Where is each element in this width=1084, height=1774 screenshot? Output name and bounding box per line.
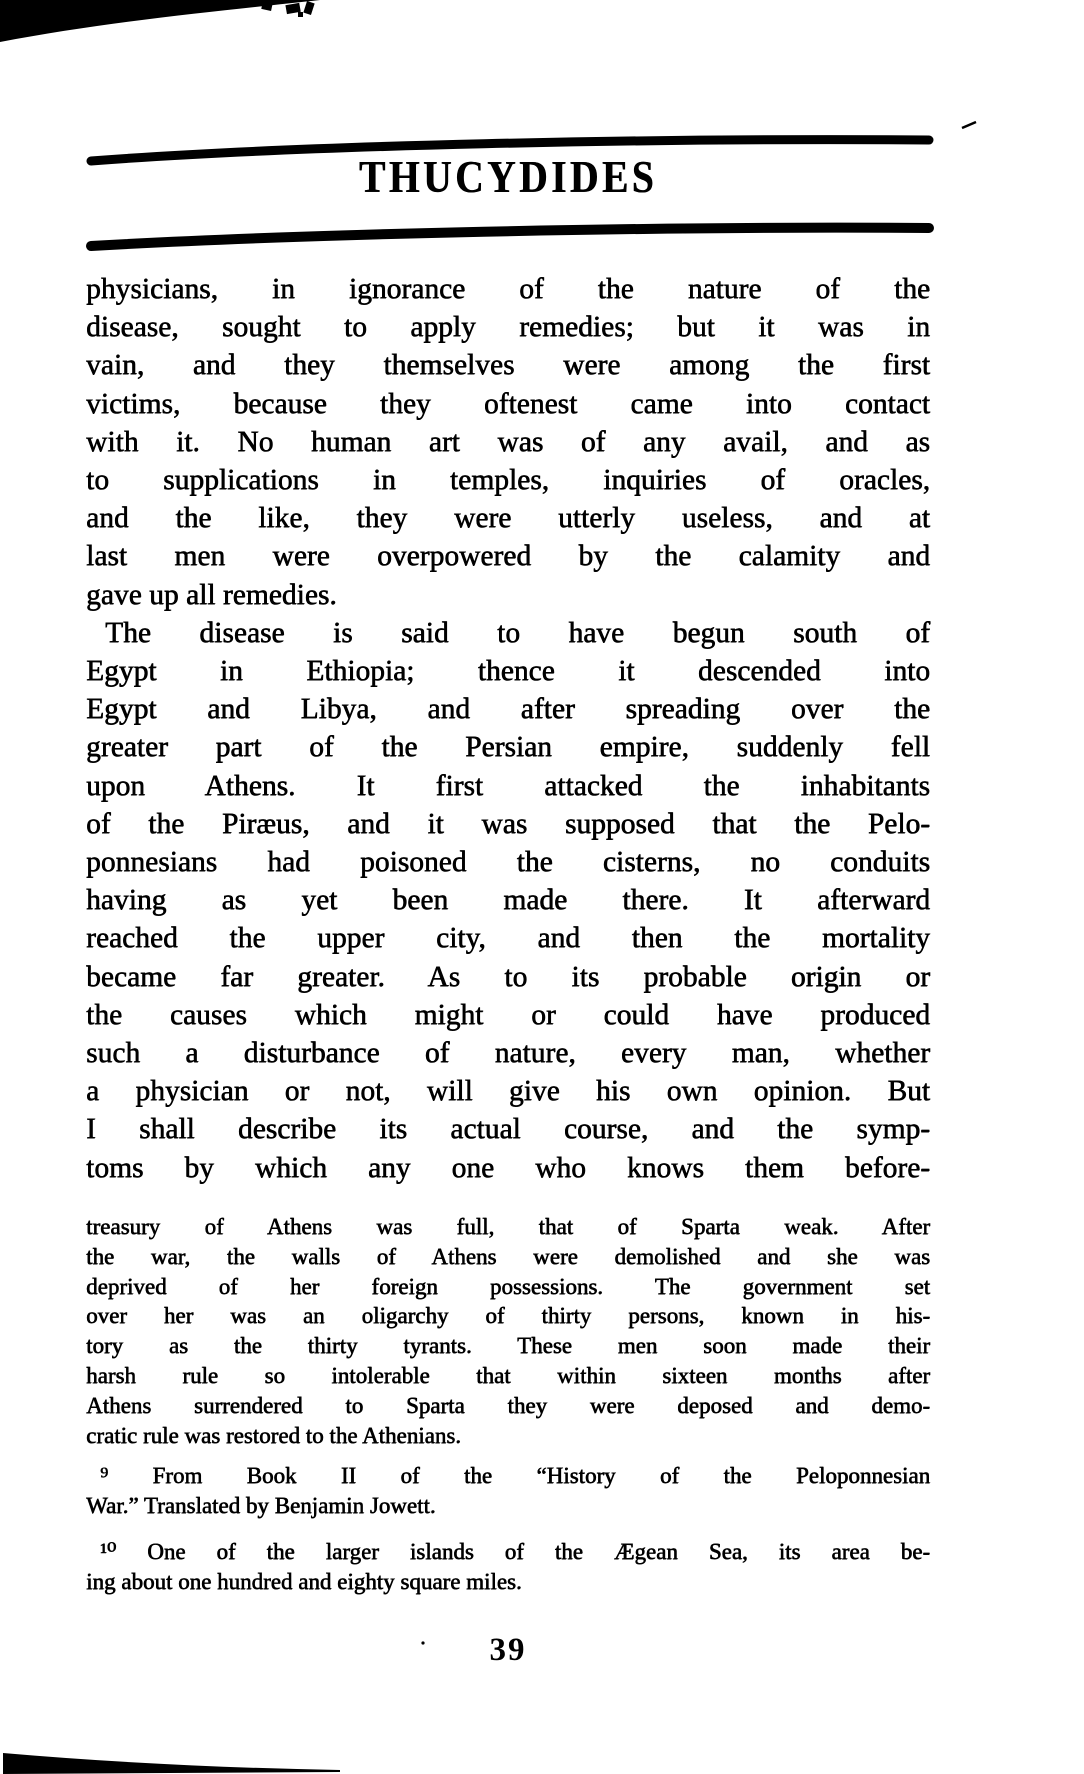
- body-text: [86, 270, 930, 1187]
- footnote-line: deprived of her foreign possessions. The government set: [86, 1273, 930, 1299]
- text-line: disease, sought to apply remedies; but it was in: [86, 311, 930, 344]
- text-line: toms by which any one who knows them before-: [86, 1151, 930, 1184]
- footnote-line: Athens surrendered to Sparta they were deposed and demo-: [86, 1392, 930, 1418]
- footnote-line: treasury of Athens was full, that of Sparta weak. After: [86, 1214, 930, 1239]
- page-number: 39: [489, 1632, 527, 1668]
- header-rule-bottom: [91, 228, 929, 246]
- footnote-line: ⁹ From Book II of the “History of the Peloponnesian: [100, 1463, 930, 1489]
- text-line: became far greater. As to its probable origin or: [86, 960, 930, 993]
- footnote-line: over her was an oligarchy of thirty persons, known in his-: [86, 1303, 930, 1329]
- footnote-line: War.” Translated by Benjamin Jowett.: [86, 1493, 436, 1519]
- footnote-line: tory as the thirty tyrants. These men soon made their: [86, 1333, 930, 1359]
- text-line: the causes which might or could have produced: [86, 998, 930, 1031]
- text-line: upon Athens. It first attacked the inhabitants: [86, 769, 930, 802]
- text-line: and the like, they were utterly useless, and at: [86, 502, 930, 535]
- text-line: reached the upper city, and then the mortality: [86, 922, 930, 955]
- footnote-line: the war, the walls of Athens were demolished and she was: [86, 1243, 930, 1269]
- text-line: a physician or not, will give his own opinion. But: [86, 1075, 930, 1108]
- text-line: physicians, in ignorance of the nature of the: [86, 273, 930, 305]
- text-line: having as yet been made there. It afterward: [86, 884, 930, 917]
- text-line: The disease is said to have begun south of: [105, 616, 930, 649]
- scan-smudge-bottom-left: [3, 1753, 340, 1774]
- paragraph-1: [86, 270, 930, 614]
- footnote-line: harsh rule so intolerable that within sixteen months after: [86, 1362, 930, 1388]
- footnote-line: cratic rule was restored to the Athenians.: [86, 1422, 461, 1448]
- text-line: with it. No human art was of any avail, and as: [86, 425, 930, 458]
- scan-speck: [298, 12, 303, 17]
- text-line: I shall describe its actual course, and the symp-: [86, 1113, 930, 1146]
- page-title: THUCYDIDES: [358, 151, 658, 202]
- text-line: last men were overpowered by the calamity and: [86, 540, 930, 573]
- footnotes-section: [86, 1212, 930, 1597]
- scan-speck: [303, 1, 314, 15]
- paragraph-2: [86, 614, 930, 1187]
- text-line: such a disturbance of nature, every man, whether: [86, 1037, 930, 1070]
- footnote-10: [86, 1537, 930, 1597]
- footnote-line: ¹⁰ One of the larger islands of the Ægean Sea, its area be-: [100, 1538, 930, 1564]
- text-line: greater part of the Persian empire, suddenly fell: [86, 731, 930, 764]
- stray-pen-mark: [962, 122, 976, 128]
- text-line: Egypt and Libya, and after spreading over the: [86, 693, 930, 726]
- footnote-line: ing about one hundred and eighty square miles.: [86, 1568, 522, 1594]
- text-line: ponnesians had poisoned the cisterns, no conduits: [86, 846, 930, 879]
- text-line: Egypt in Ethiopia; thence it descended into: [86, 655, 930, 688]
- footnote-continuation: [86, 1212, 930, 1450]
- text-line: victims, because they oftenest came into contact: [86, 387, 930, 420]
- text-line: of the Piræus, and it was supposed that the Pelo-: [86, 807, 930, 840]
- text-line: vain, and they themselves were among the first: [86, 349, 930, 382]
- footnote-9: [86, 1461, 930, 1521]
- text-line: to supplications in temples, inquiries of oracles,: [86, 464, 930, 497]
- text-line: gave up all remedies.: [86, 578, 337, 611]
